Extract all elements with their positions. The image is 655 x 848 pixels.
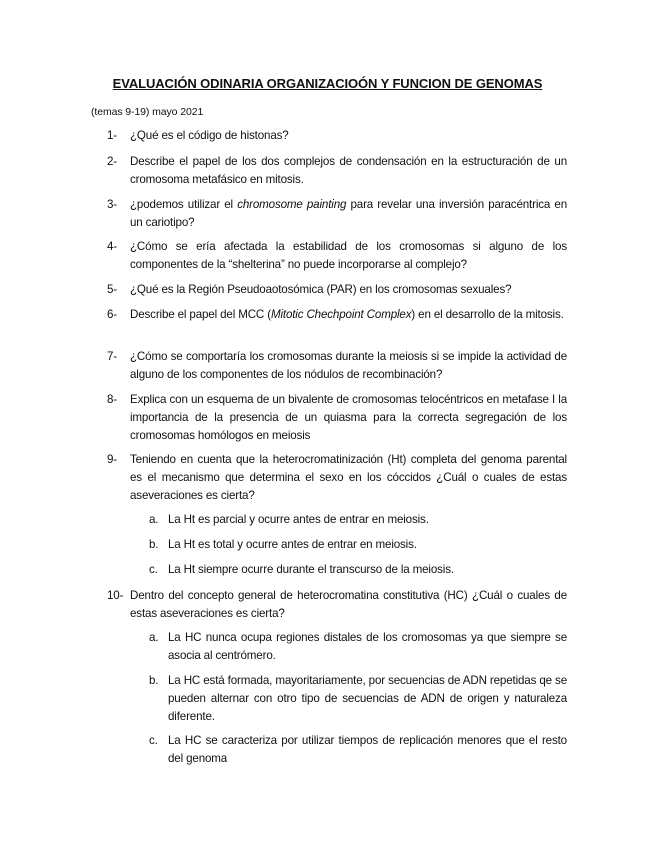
question-9 [107,451,567,505]
question-text: ¿Cómo se ería afectada la estabilidad de los cromosomas si alguno de los componentes de la “shelterina” no puede incorporarse al complejo? [130,240,567,271]
option-letter: b. [149,674,159,687]
option-letter: a. [149,631,159,644]
question-text: ¿Qué es el código de histonas? [130,129,289,142]
question-text [130,196,567,232]
question-1 [107,127,567,145]
option-letter: a. [149,513,159,526]
answer-option [149,732,567,768]
question-number: 7- [107,350,118,363]
question-text-italic: Mitotic Chechpoint Complex [270,308,412,321]
answer-option [149,629,567,665]
option-letter: b. [149,538,159,551]
question-6 [107,306,567,324]
question-text: Dentro del concepto general de heterocromatina constitutiva (HC) ¿Cuál o cuales de estas aseveraciones es cierta? [130,589,567,620]
question-text: ¿Cómo se comportaría los cromosomas durante la meiosis si se impide la actividad de alguno de los componentes de los nódulos de recombinación? [130,350,567,381]
option-letter: c. [149,563,158,576]
option-text: La HC está formada, mayoritariamente, por secuencias de ADN repetidas qe se pueden alternar con otro tipo de secuencias de ADN de origen y naturaleza diferente. [168,674,567,723]
question-text-part: Describe el papel del MCC ( [130,308,271,321]
option-text: La Ht es parcial y ocurre antes de entrar en meiosis. [168,513,429,526]
document-subtitle: (temas 9-19) mayo 2021 [91,106,204,118]
question-text-part: ¿podemos utilizar el [130,198,238,211]
question-2 [107,153,567,189]
answer-option [149,561,567,579]
question-text-part: para revelar una inversión paracéntrica en un cariotipo? [130,198,567,229]
question-text: Explica con un esquema de un bivalente de cromosomas telocéntricos en metafase I la importancia de la presencia de un quiasma para la correcta segregación de los cromosomas homólogos en meiosis [130,393,567,442]
question-text [130,306,567,324]
document-title: EVALUACIÓN ODINARIA ORGANIZACIOÓN Y FUNCION DE GENOMAS [112,76,543,91]
answer-option [149,536,567,554]
question-10 [107,587,567,623]
question-text: ¿Qué es la Región Pseudoaotosómica (PAR) en los cromosomas sexuales? [130,283,512,296]
question-5 [107,281,567,299]
option-letter: c. [149,734,158,747]
question-8 [107,391,567,445]
option-text: La Ht es total y ocurre antes de entrar en meiosis. [168,538,417,551]
question-text-part: ) en el desarrollo de la mitosis. [411,308,564,321]
question-number: 3- [107,198,118,211]
question-text: Teniendo en cuenta que la heterocromatinización (Ht) completa del genoma parental es el mecanismo que determina el sexo en los cóccidos ¿Cuál o cuales de estas aseveraciones es cierta? [130,453,567,502]
answer-option [149,672,567,726]
question-3 [107,196,567,232]
question-7 [107,348,567,384]
question-number: 8- [107,393,118,406]
option-text: La HC nunca ocupa regiones distales de los cromosomas ya que siempre se asocia al centrómero. [168,631,567,662]
question-text: Describe el papel de los dos complejos de condensación en la estructuración de un cromosoma metafásico en mitosis. [130,155,567,186]
question-number: 9- [107,453,118,466]
question-4 [107,238,567,274]
question-text-italic: chromosome painting [237,198,347,211]
option-text: La HC se caracteriza por utilizar tiempos de replicación menores que el resto del genoma [168,734,567,765]
question-number: 2- [107,155,118,168]
question-number: 10- [107,589,124,602]
question-number: 4- [107,240,118,253]
answer-option [149,511,567,529]
option-text: La Ht siempre ocurre durante el transcurso de la meiosis. [168,563,454,576]
question-number: 5- [107,283,118,296]
question-number: 1- [107,129,118,142]
question-number: 6- [107,308,118,321]
